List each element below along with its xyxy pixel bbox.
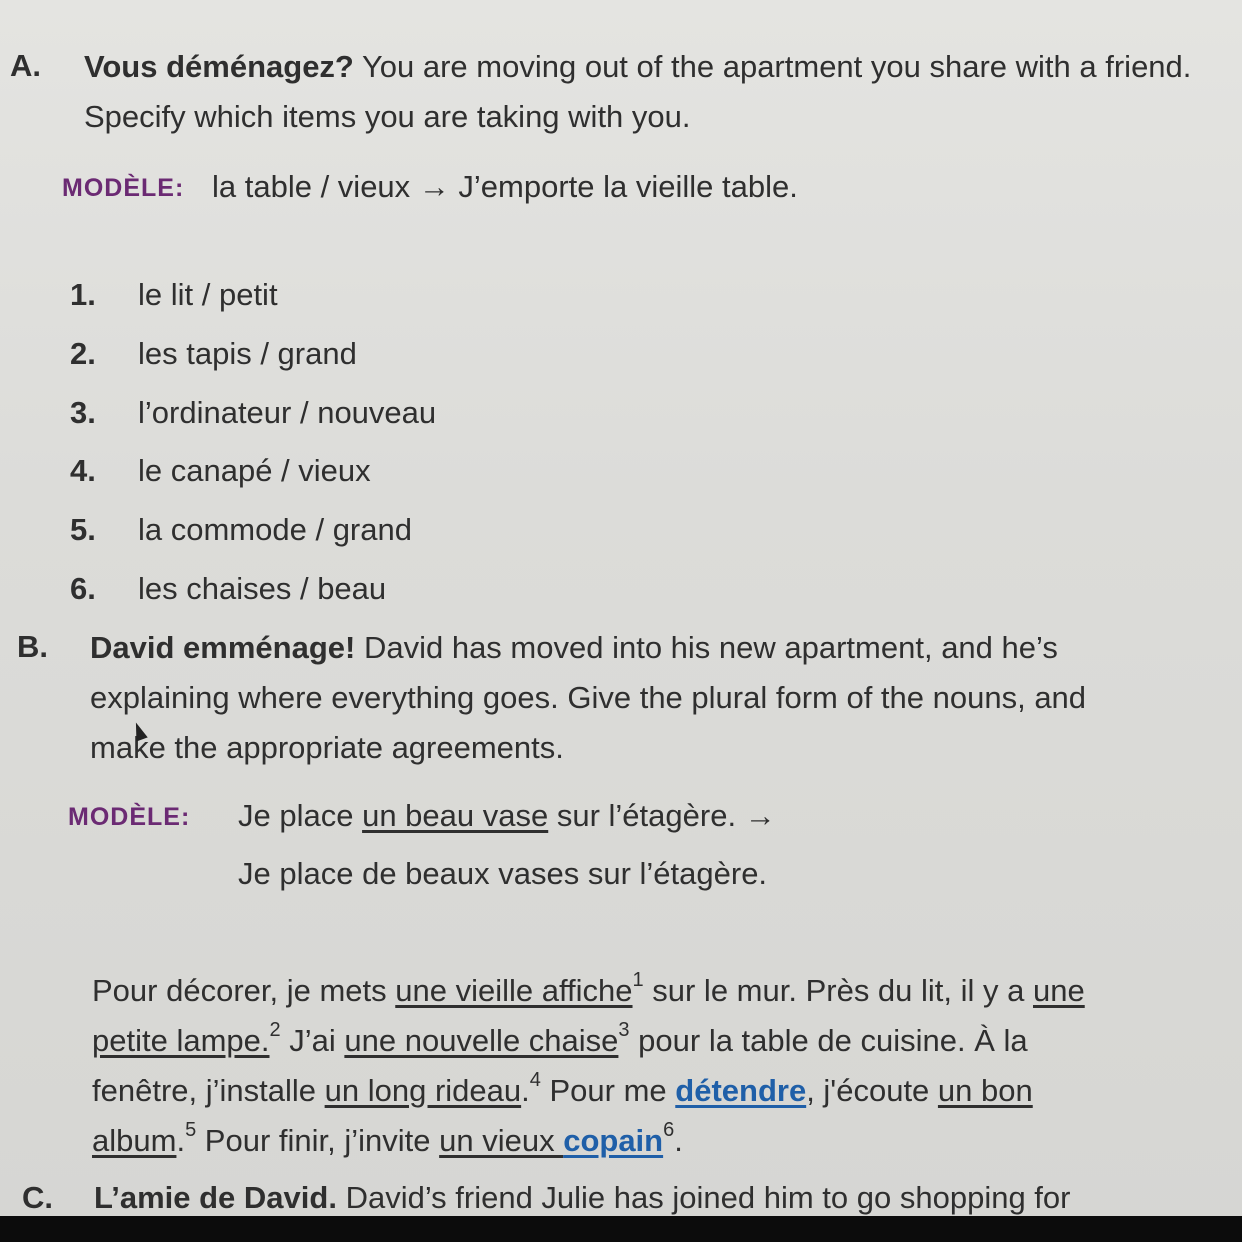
- passage-underlined-phrase: une nouvelle chaise: [344, 1023, 619, 1058]
- passage-text: sur le mur. Près du lit, il y a: [643, 973, 1033, 1008]
- item-text: les tapis / grand: [138, 336, 357, 371]
- footnote-number: 5: [185, 1118, 197, 1141]
- passage-text: J’ai: [280, 1023, 345, 1058]
- item-text: le lit / petit: [138, 277, 278, 312]
- section-b-modele-line1: [238, 798, 776, 834]
- passage-underlined-phrase: album: [92, 1123, 177, 1158]
- item-text: la commode / grand: [138, 512, 412, 547]
- item-number: 6.: [70, 571, 96, 606]
- item-text: les chaises / beau: [138, 571, 387, 606]
- section-a-letter: A.: [10, 48, 41, 83]
- passage-text: Pour me: [540, 1073, 676, 1108]
- passage-text: .: [176, 1123, 186, 1158]
- modele-underlined-phrase: un beau vase: [362, 798, 549, 833]
- passage-text: Pour finir, j’invite: [196, 1123, 440, 1158]
- passage-line: [92, 1066, 1172, 1116]
- passage-underlined-phrase: une: [1033, 973, 1085, 1008]
- passage-text: .: [521, 1073, 530, 1108]
- item-number: 3.: [70, 395, 96, 430]
- item-text: le canapé / vieux: [138, 453, 371, 488]
- modele-text-segment: Je place: [238, 798, 363, 833]
- glossary-link[interactable]: copain: [563, 1123, 664, 1158]
- footnote-number: 3: [618, 1018, 630, 1041]
- modele-text-segment: sur l’étagère. →: [548, 798, 776, 833]
- section-b-modele-label: MODÈLE:: [68, 803, 191, 831]
- passage-text: .: [674, 1123, 683, 1158]
- section-c-letter: C.: [22, 1180, 53, 1215]
- footnote-number: 1: [632, 968, 644, 991]
- section-a-modele-label: MODÈLE:: [62, 174, 185, 202]
- passage-underlined-phrase: une vieille affiche: [395, 973, 633, 1008]
- passage-underlined-phrase: un long rideau: [324, 1073, 522, 1108]
- passage-line: [92, 1116, 1172, 1166]
- section-a-text: You are moving out of the apartment you share with a friend. Specify which items you are taking with you.: [84, 49, 1192, 134]
- section-b-instructions: [90, 623, 1170, 773]
- passage-line: [92, 966, 1172, 1016]
- section-b-title: David emménage!: [90, 630, 356, 665]
- footnote-number: 2: [269, 1018, 281, 1041]
- passage-line: [92, 1016, 1172, 1066]
- footnote-number: 6: [663, 1118, 675, 1141]
- section-b-text: David has moved into his new apartment, and he’s explaining where everything goes. Give the plural form of the nouns, and make the appropriate agreements.: [90, 630, 1087, 765]
- passage-text: pour la table de cuisine. À la: [629, 1023, 1028, 1058]
- section-a-instructions: [84, 42, 1194, 142]
- footnote-number: 4: [529, 1068, 541, 1091]
- passage-text: Pour décorer, je mets: [92, 973, 396, 1008]
- section-b-passage: [92, 966, 1172, 1166]
- passage-text: , j'écoute: [806, 1073, 938, 1108]
- screen-bezel: [0, 1216, 1242, 1242]
- item-number: 4.: [70, 453, 96, 488]
- section-b-modele-line2: Je place de beaux vases sur l’étagère.: [238, 856, 768, 891]
- section-c-text: David’s friend Julie has joined him to go shopping for: [345, 1180, 1071, 1215]
- section-a-modele-text: la table / vieux → J’emporte la vieille table.: [212, 169, 798, 204]
- section-a-title: Vous déménagez?: [84, 49, 354, 84]
- item-text: l’ordinateur / nouveau: [138, 395, 437, 430]
- passage-text: fenêtre, j’installe: [92, 1073, 325, 1108]
- passage-underlined-phrase: un vieux: [439, 1123, 564, 1158]
- passage-underlined-phrase: petite lampe.: [92, 1023, 270, 1058]
- section-c-title: L’amie de David.: [94, 1180, 337, 1215]
- section-b-letter: B.: [17, 629, 48, 664]
- glossary-link[interactable]: détendre: [675, 1073, 807, 1108]
- passage-underlined-phrase: un bon: [937, 1073, 1033, 1108]
- item-number: 1.: [70, 277, 96, 312]
- item-number: 2.: [70, 336, 96, 371]
- item-number: 5.: [70, 512, 96, 547]
